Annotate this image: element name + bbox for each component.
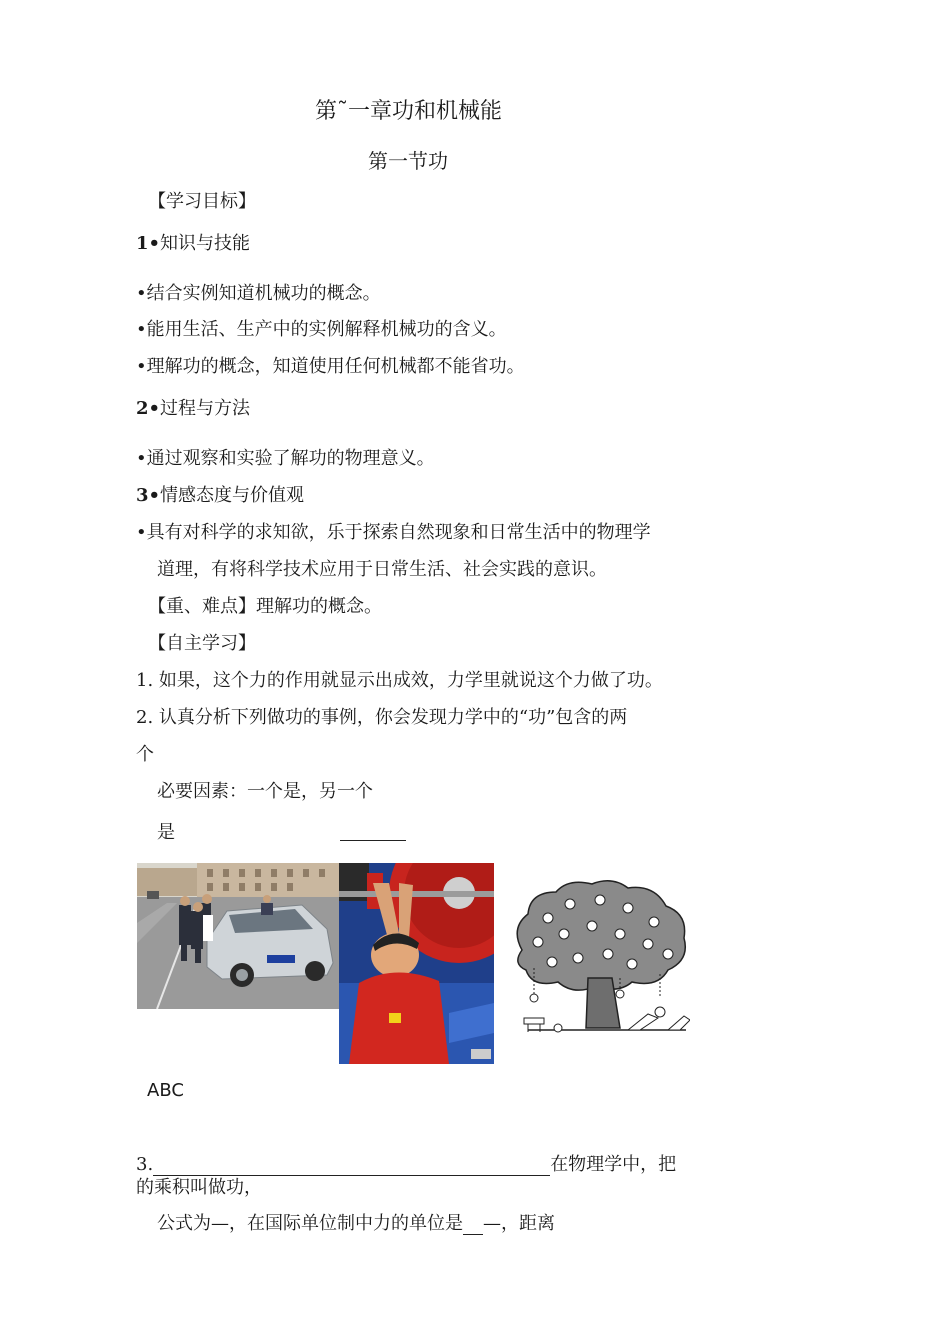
question-3-line3 <box>157 1213 555 1235</box>
question-1: 1. 如果，这个力的作用就显示出成效，力学里就说这个力做了功。 <box>136 670 663 691</box>
question-2-line1: 2. 认真分析下列做功的事例，你会发现力学中的“功”包含的两 <box>136 707 628 728</box>
goal1-item: •结合实例知道机械功的概念。 <box>136 283 381 304</box>
image-labels: ABC <box>147 1080 184 1101</box>
goal3-number: 3• <box>136 485 161 506</box>
goal1-heading <box>136 233 250 255</box>
image-c-apple-tree <box>508 878 690 1043</box>
goal2-item: •通过观察和实验了解功的物理意义。 <box>136 448 435 469</box>
question-3-formula-text: 公式为—，在国际单位制中力的单位是 <box>157 1213 463 1234</box>
image-b-weightlifter <box>339 863 494 1064</box>
goal3-heading <box>136 485 304 507</box>
force-unit-blank <box>463 1216 483 1235</box>
question-3-blank <box>153 1157 550 1176</box>
image-a-pushing-car <box>137 863 339 1009</box>
section-title: 第一节功 <box>368 149 448 173</box>
goal1-number: 1• <box>136 233 161 254</box>
question-2-line3: 必要因素：一个是，另一个 <box>157 781 373 802</box>
question-3-text: 在物理学中，把 <box>550 1154 677 1175</box>
goal3-item-line2: 道理，有将科学技术应用于日常生活、社会实践的意识。 <box>157 559 607 580</box>
goal3-item-line1: •具有对科学的求知欲，乐于探索自然现象和日常生活中的物理学 <box>136 522 651 543</box>
question-3-line1 <box>136 1154 676 1176</box>
goal1-label: 知识与技能 <box>160 233 251 254</box>
question-2-line4: 是 <box>157 822 175 843</box>
answer-blank <box>340 840 406 841</box>
self-study-heading: 【自主学习】 <box>148 633 256 654</box>
goal2-heading <box>136 398 250 420</box>
question-3-distance-text: —，距离 <box>483 1213 555 1234</box>
goal3-label: 情感态度与价值观 <box>160 485 305 506</box>
goal1-item: •理解功的概念，知道使用任何机械都不能省功。 <box>136 356 525 377</box>
key-points: 【重、难点】理解功的概念。 <box>148 596 382 617</box>
goal1-item: •能用生活、生产中的实例解释机械功的含义。 <box>136 319 507 340</box>
learning-goals-heading: 【学习目标】 <box>148 191 256 212</box>
goal2-label: 过程与方法 <box>160 398 251 419</box>
question-3-line2: 的乘积叫做功， <box>136 1177 262 1198</box>
chapter-title: 第˜一章功和机械能 <box>315 99 503 124</box>
goal2-number: 2• <box>136 398 161 419</box>
question-3-number: 3. <box>136 1154 154 1175</box>
question-2-line2: 个 <box>136 744 154 765</box>
